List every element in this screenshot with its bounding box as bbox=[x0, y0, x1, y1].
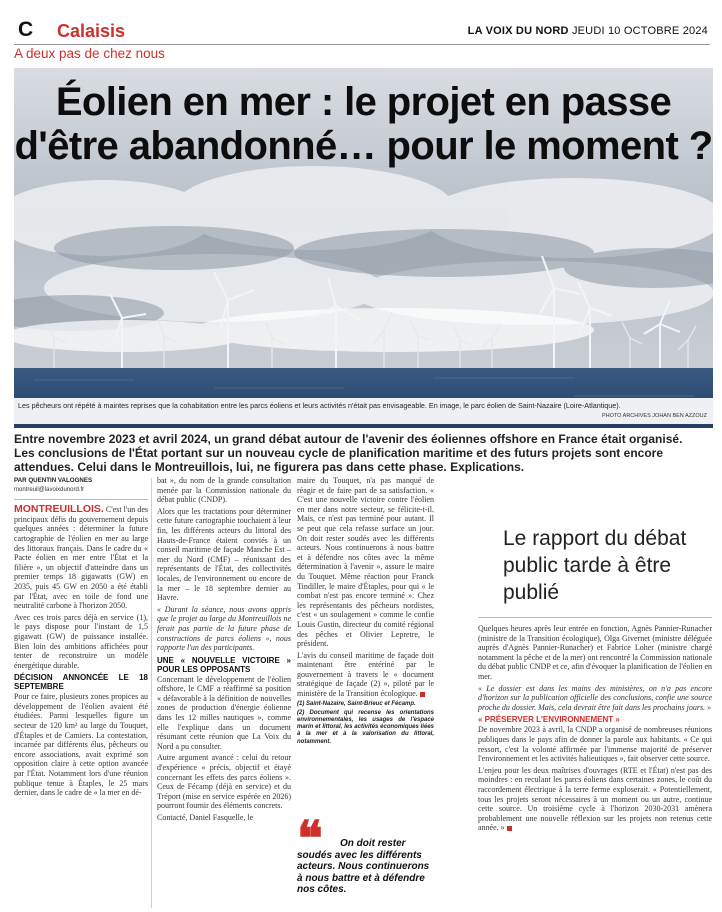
issue-date: JEUDI 10 OCTOBRE 2024 bbox=[571, 25, 708, 37]
section-letter: C bbox=[18, 18, 34, 41]
subheading: DÉCISION ANNONCÉE LE 18 SEPTEMBRE bbox=[14, 673, 148, 692]
paragraph: Autre argument avancé : celui du retour d'expérience « précis, objectif et étayé concernant les effets des parcs éoliens ». Ceux de Fécamp (déjà en service) et du Tréport (mise en service espérée en 2026) pourront fournir des éléments concrets. bbox=[157, 753, 291, 811]
paragraph: bat », du nom de la grande consultation menée par la Commission nationale du débat public (CNDP). bbox=[157, 476, 291, 505]
photo-caption-band bbox=[14, 398, 713, 424]
newspaper-name: LA VOIX DU NORD bbox=[467, 25, 569, 37]
end-of-article-mark bbox=[507, 826, 512, 831]
article-column-3 bbox=[297, 476, 434, 746]
paragraph: L'enjeu pour les deux maîtrises d'ouvrages (RTE et l'État) n'est pas des moindres : en reculant les parcs éoliens dans certaines zones, le coût du raccordement électrique à la terre ferme exploserait. « Potentiellement, tous les projets seront nécessaires à un moment ou un autre, continue cette source. Un troisième cycle à l'horizon 2030-2031 amènera probablement une nouvelle réflexion sur les projets non retenus cette année. » bbox=[478, 765, 712, 833]
pull-quote-text: On doit rester soudés avec les différents acteurs. Nous continuerons à nous battre et à défendre nos côtes. bbox=[297, 838, 430, 896]
quote-mark-icon: ❝ bbox=[297, 813, 323, 866]
footnote: (2) Document qui recense les orientations environnementales, les usages de l'espace marin et littoral, les activités économiques liées à la mer et à la valorisation du littoral, notamment. bbox=[297, 709, 434, 745]
subsection-label: A deux pas de chez nous bbox=[14, 46, 165, 61]
photo-caption: Les pêcheurs ont répété à maintes reprises que la cohabitation entre les parcs éoliens et leurs activités n'était pas envisageable. En image, le parc éolien de Saint-Nazaire (Loire-Atlantique). bbox=[18, 401, 621, 410]
sidebar-column bbox=[478, 624, 712, 835]
header-rule bbox=[14, 44, 710, 45]
headline-line-2: d'être abandonné… pour le moment ? bbox=[14, 124, 713, 168]
lead-photo bbox=[14, 68, 713, 428]
paragraph: Quelques heures après leur entrée en fonction, Agnès Pannier-Runacher (ministre de la Transition écologique), Olga Givernet (ministre déléguée auprès d'Agnès Pannier-Runacher) et Fabrice Loher (ministre chargé notamment la pêche et de la mer) ont rencontré la Commission nationale du débat public CNDP et ce, afin d'évoquer la planification de l'éolien en mer. bbox=[478, 624, 712, 681]
photo-credit: PHOTO ARCHIVES JOHAN BEN AZZOUZ bbox=[601, 413, 707, 419]
author-email[interactable]: montreuil@lavoixdunord.fr bbox=[14, 486, 85, 493]
paragraph: Alors que les tractations pour déterminer cette future cartographie touchaient à leur fin, les différents acteurs du littoral des Hauts-de-France étaient conviés à un conseil maritime de façade Manche Est – mer du Nord (CMF) – réunissant des représentants de l'État, des collectivités locales, de l'environnement ou encore de la mer – le 18 septembre dernier au Havre. bbox=[157, 506, 291, 603]
article-standfirst: Entre novembre 2023 et avril 2024, un grand débat autour de l'avenir des éoliennes offshore en France était organisé. Les conclusions de l'État portant sur un nouveau cycle de planification maritime et des futurs projets sont encore attendues. Celui dans le Montreuillois, lui, ne figurera pas dans cette phase. Explications. bbox=[14, 432, 683, 474]
page-header bbox=[0, 0, 722, 62]
end-of-article-mark bbox=[420, 692, 425, 697]
byline-rule bbox=[14, 499, 148, 500]
section-name: Calaisis bbox=[57, 21, 126, 41]
paragraph: « Durant la séance, nous avons appris que le projet au large du Montreuillois ne ferait pas partie de la future phase de constructions de parcs éoliens », nous rapporte l'un des participants. bbox=[157, 604, 291, 653]
article-column-1 bbox=[14, 476, 148, 800]
headline-line-1: Éolien en mer : le projet en passe bbox=[55, 80, 672, 124]
headline bbox=[14, 80, 713, 168]
paragraph: De novembre 2023 à avril, la CNDP a organisé de nombreuses réunions publiques dans le pays afin de donner la parole aux habitants. « Ce qui ressort, c'est la volonté affirmée par l'immense majorité de préserver l'environnement et les activités halieutiques », fait observer cette source. bbox=[478, 725, 712, 764]
paragraph: Avec ces trois parcs déjà en service (1), le pays dispose pour l'instant de 1,5 gigawatt (GW) de puissance installée. Bien loin des ambitions affichées pour tenter de reconstruire un modèle énergétique durable. bbox=[14, 612, 148, 670]
paragraph: « Le dossier est dans les mains des ministères, on n'a pas encore d'horizon sur la publication officielle des conclusions, confie une source proche du dossier. Mais, cela devrait être fait dans les prochains jours. » bbox=[478, 683, 712, 712]
paragraph: MONTREUILLOIS. C'est l'un des principaux défis du gouvernement depuis quelques années : déterminer la future cartographie de l'éolien en mer au large des littoraux français. Dans le cadre du « Pacte éolien en mer entre l'État et la filière », un objectif d'atteindre dans un premier temps 18 gigawatts (GW) en 2035, puis 45 GW en 2050 a été établi par l'État, avec en toile de fond une neutralité carbone à l'horizon 2050. bbox=[14, 503, 148, 611]
article-column-2 bbox=[157, 476, 291, 825]
paragraph: L'avis du conseil maritime de façade doit maintenant être entériné par le gouvernement à travers le « document stratégique de façade (2) », piloté par le ministère de la Transition écologique. bbox=[297, 650, 434, 699]
lead-word: MONTREUILLOIS. bbox=[14, 503, 104, 516]
paragraph: Contacté, Daniel Fasquelle, le bbox=[157, 813, 254, 822]
paragraph: maire du Touquet, n'a pas manqué de réagir et de faire part de sa satisfaction. « C'est une nouvelle victoire contre l'éolien en mer dans notre secteur, se félicite-t-il. Mais, ce n'est pas terminé pour autant. Il se peut que cela refasse surface un jour. On doit rester soudés avec les différents acteurs. Nous continuerons à nous battre et à défendre nos côtes avec la même détermination à l'avenir », assure le maire du Touquet. Même réaction pour Franck Tindiller, le maire d'Étaples, pour qui « le combat n'est pas encore terminé ». Chez les représentants des pêcheurs nordistes, c'est « un soulagement » comme le confie Louis Gustin, directeur du comité régional des pêches et Olivier Lepretre, le président. bbox=[297, 476, 434, 649]
subheading: UNE « NOUVELLE VICTOIRE » POUR LES OPPOSANTS bbox=[157, 655, 291, 674]
paragraph: Pour ce faire, plusieurs zones propices au développement de l'éolien avaient été étudiées. Parmi lesquelles figure un secteur de 120 km² au large du Touquet, d'Étaples et de Camiers. La contestation, incarnée par différents élus, pêcheurs ou encore associations, avait exprimé son opposition claire à cette option avancée par l'État. Notamment lors d'une réunion publique tenue à Étaples, le 25 mars dernier, dans le cadre de « la mer en dé- bbox=[14, 692, 148, 798]
paragraph: Concernant le développement de l'éolien offshore, le CMF a réaffirmé sa position « défavorable à la définition de nouvelles zones de production d'énergie éolienne dans les 12 milles nautiques », comme elle l'explique dans un document résumant cette réunion que La Voix du Nord a pu consulter. bbox=[157, 674, 291, 751]
sidebar-rule bbox=[478, 617, 712, 618]
byline: PAR QUENTIN VALOGNES bbox=[14, 477, 93, 484]
sidebar-title: Le rapport du débat public tarde à être publié bbox=[503, 527, 687, 604]
subheading: « PRÉSERVER L'ENVIRONNEMENT » bbox=[478, 715, 620, 725]
footnote: (1) Saint-Nazaire, Saint-Brieuc et Fécamp. bbox=[297, 700, 416, 707]
masthead bbox=[468, 25, 708, 37]
column-divider bbox=[151, 478, 152, 908]
